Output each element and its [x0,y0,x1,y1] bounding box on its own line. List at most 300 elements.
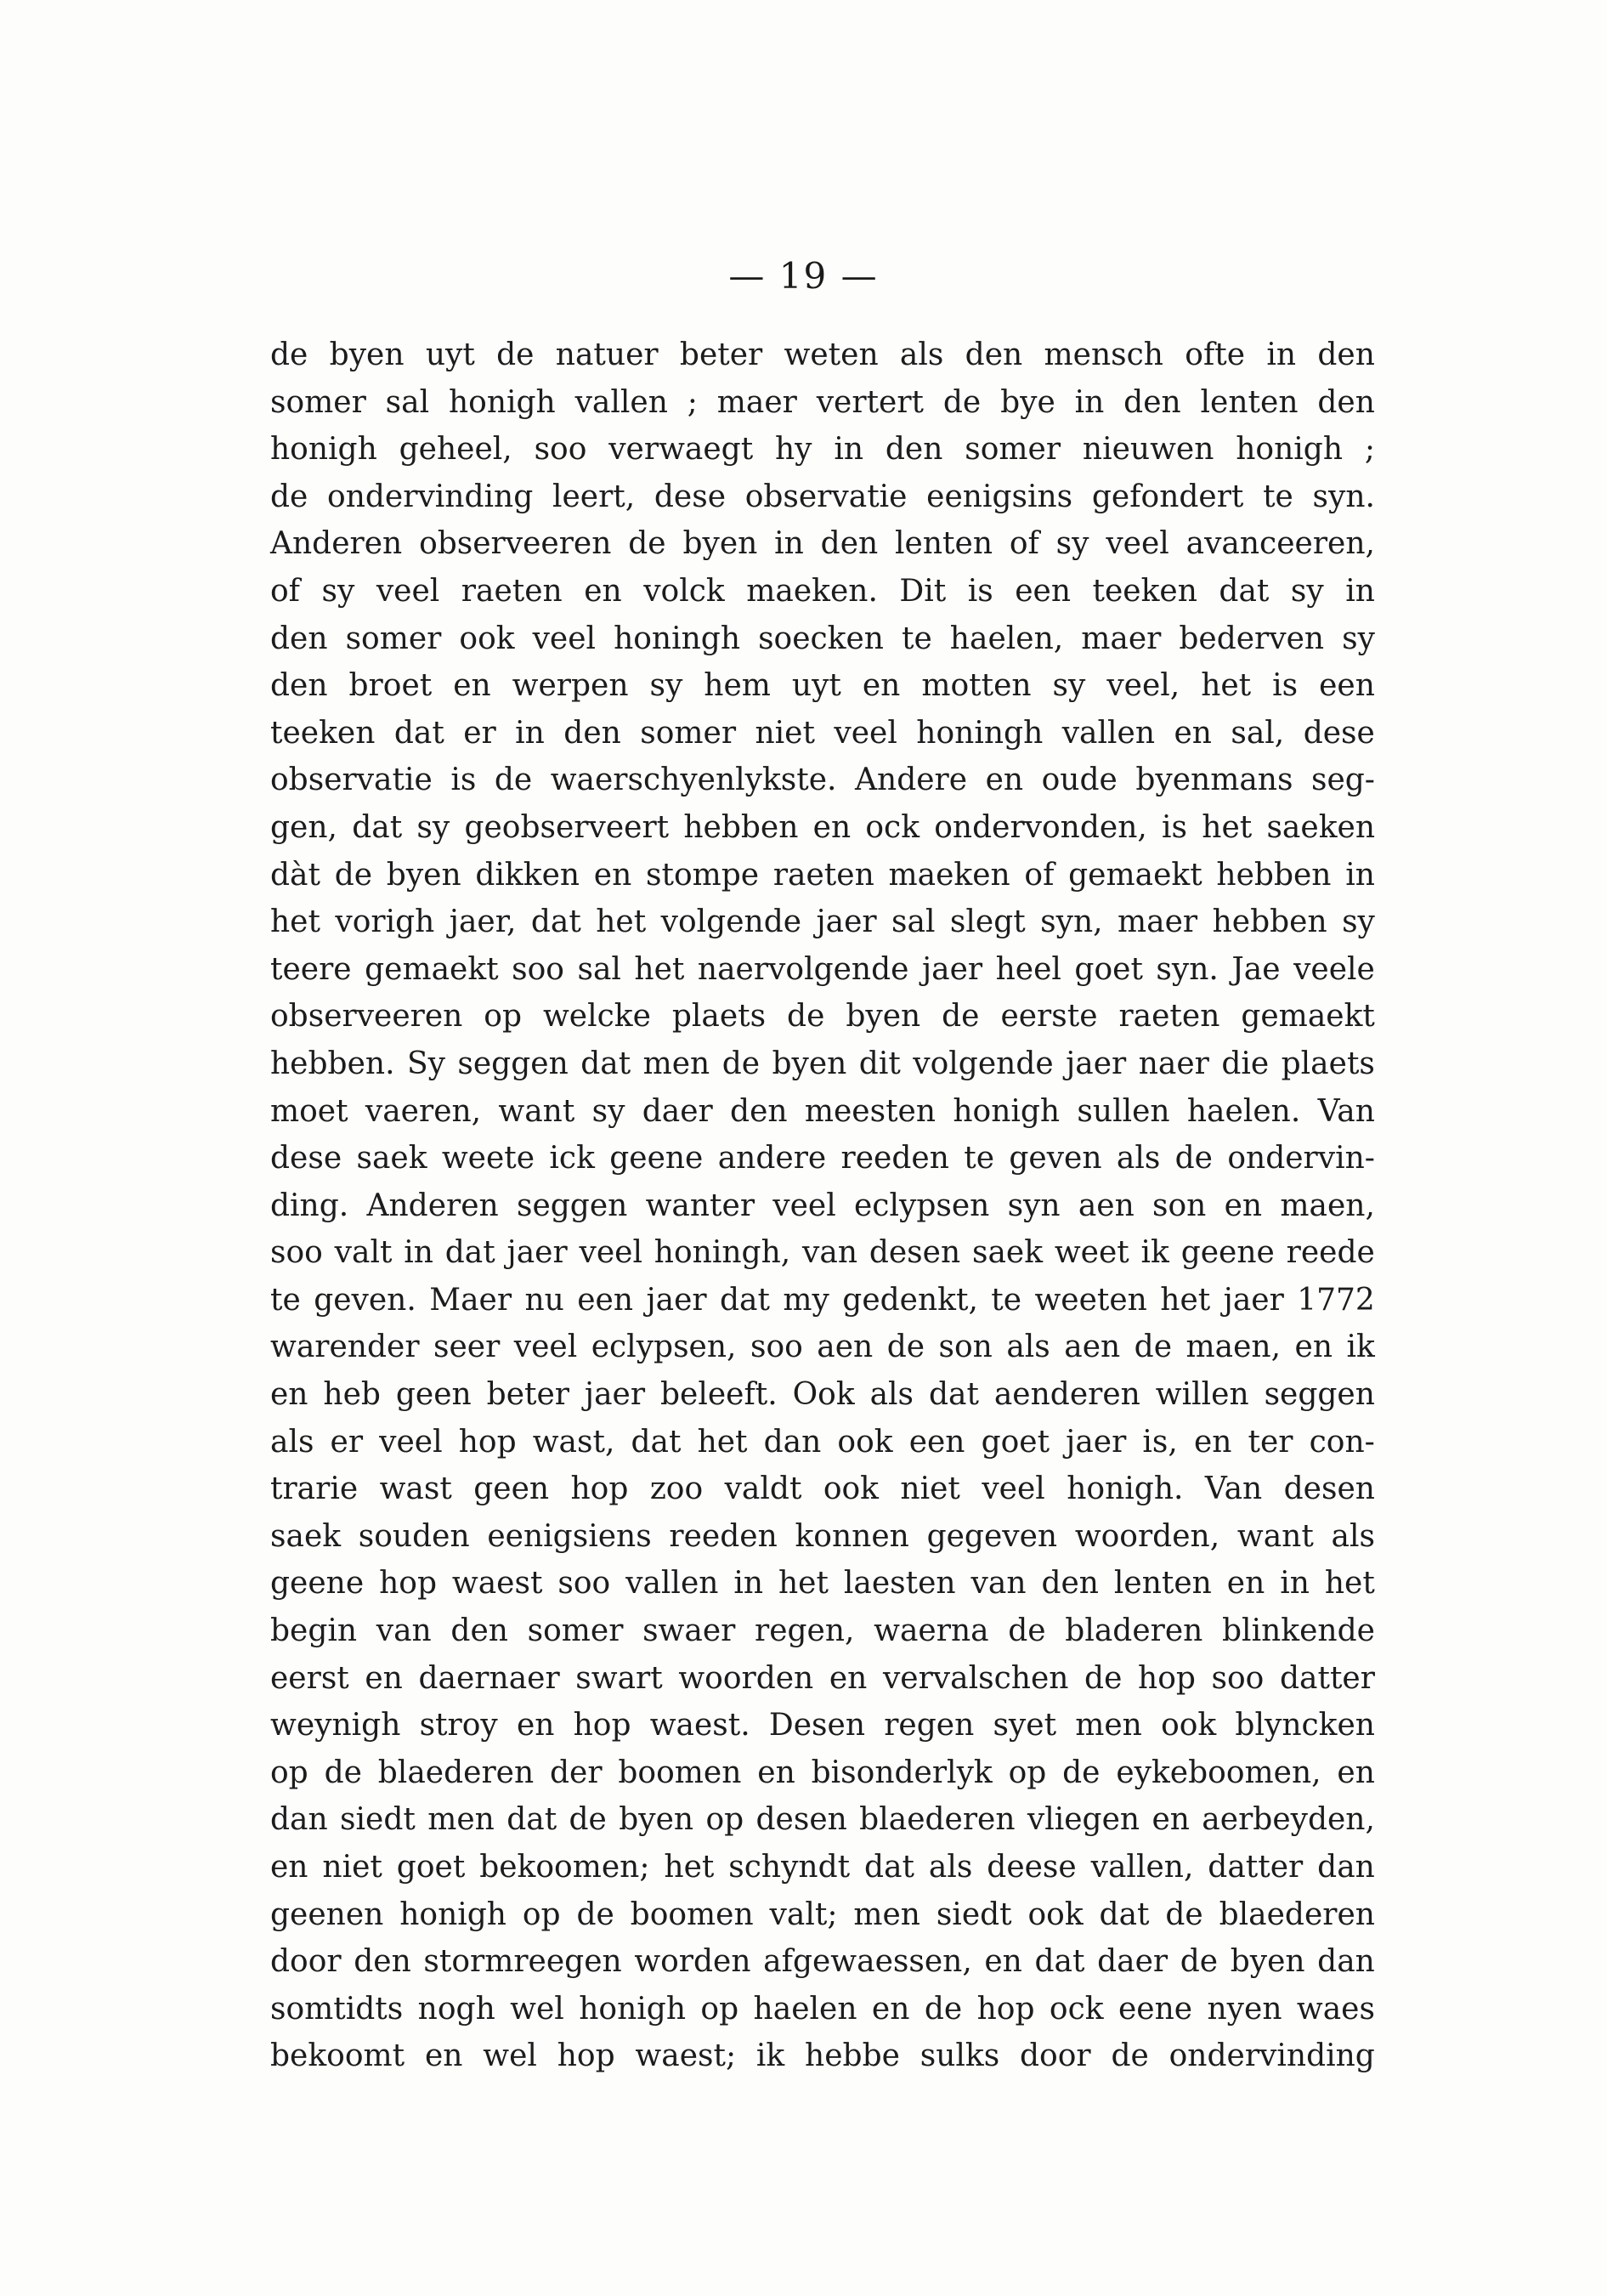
word: als [1331,1518,1375,1554]
word: natuer [555,337,659,372]
text-line [270,1655,1375,1703]
word: honingh [916,715,1044,751]
word: van [802,1235,858,1271]
word: het [596,904,647,940]
word: trarie [270,1471,359,1507]
word: de [1111,2038,1149,2074]
word: saek [971,1235,1044,1271]
word: dat [393,715,444,751]
word: te [964,1141,995,1176]
word: het [697,1424,748,1460]
word: den [563,715,621,751]
word: sullen [1077,1093,1170,1129]
word: naer [1138,1046,1209,1081]
text-line [270,1371,1375,1419]
word: seggen [1264,1377,1375,1413]
word: ock [1049,1991,1104,2027]
word: veel [532,621,597,656]
word: sy [416,809,450,845]
word: aen [1078,1188,1135,1223]
word: maer [1118,904,1198,940]
word: blaederen [377,1755,535,1790]
word: avanceeren, [1185,526,1375,562]
word: honigh [953,1093,1061,1129]
word: haelen. [1186,1093,1301,1129]
word: het [664,1850,715,1885]
word: hebben. [270,1046,395,1081]
word: en [985,762,1024,798]
word: weet [1054,1235,1129,1271]
word: de [1165,1896,1203,1932]
text-line [270,757,1375,804]
word: dat [1099,1896,1150,1932]
word: hebbe [805,2038,900,2074]
word: jaer [646,1282,707,1318]
text-line [270,1135,1375,1182]
word: het [778,1566,829,1602]
word: aen [817,1329,874,1365]
word: Maer [429,1282,512,1318]
word: hebben [1212,904,1327,940]
text-line [270,426,1375,473]
word: stroy [419,1708,498,1743]
word: verwaegt [608,432,754,468]
word: meesten [804,1093,936,1129]
word: desen [1283,1471,1375,1507]
word: sy [321,573,355,609]
word: veel [513,1329,578,1365]
word: maeken [888,857,1010,893]
word: veel [834,715,897,751]
word: hop [573,1708,631,1743]
word: waerschyenlykste. [550,762,837,798]
word: ding. [270,1188,349,1223]
word: de [721,1046,761,1081]
word: heb [323,1377,381,1413]
word: hebben [683,809,799,845]
word: vliegen [1027,1802,1140,1838]
word: ondervinding [327,479,534,514]
word: Anderen [270,526,403,562]
word: woorden [678,1660,814,1696]
word: bekoomen; [479,1850,650,1885]
word: veel [1106,526,1169,562]
word: ondervinding [1168,2038,1375,2074]
word: con- [1309,1424,1375,1460]
word: eene [1118,1991,1193,2027]
word: ook [837,1424,893,1460]
word: hem [704,668,771,704]
word: somer [345,621,442,656]
word: valt; [769,1896,838,1932]
text-line [270,615,1375,663]
word: van [970,1566,1027,1602]
word: maer [716,384,797,420]
word: geene [609,1141,704,1176]
word: dan [1317,1944,1375,1980]
word: wanter [645,1188,755,1223]
word: sy [1052,668,1086,704]
word: de [569,1802,607,1838]
text-line [270,1749,1375,1797]
word: worden [634,1944,751,1980]
word: eykeboomen, [1116,1755,1321,1790]
word: de [886,1329,925,1365]
word: veel [376,573,440,609]
word: byen [682,526,758,562]
word: observeeren [270,999,463,1035]
text-line [270,899,1375,946]
word: een [1319,668,1375,704]
word: byen [846,999,921,1035]
word: hop [570,1471,629,1507]
word: dat [530,904,581,940]
word: de [942,384,982,420]
word: honingh [614,621,741,656]
word: de [576,1896,614,1932]
word: men [642,1046,710,1081]
word: raeten [772,857,874,893]
word: op [270,1755,308,1790]
word: moet [270,1093,348,1129]
word: geen [395,1377,472,1413]
word: eenigsins [926,479,1073,514]
word: een [577,1282,634,1318]
word: en [1151,1802,1190,1838]
word: observeeren [419,526,612,562]
word: in [404,1235,433,1271]
word: waes [1296,1991,1375,2027]
word: soecken [758,621,884,656]
word: geene [1180,1235,1275,1271]
word: den [1317,337,1375,372]
word: bladeren [1065,1613,1203,1649]
word: bisonderlyk [811,1755,993,1790]
word: dat [444,1235,495,1271]
word: bekoomt [270,2038,405,2074]
word: de [270,479,308,514]
word: gefondert [1091,479,1244,514]
word: en [593,857,632,893]
word: de [628,526,666,562]
word: reeden [669,1518,778,1554]
word: de [494,762,533,798]
word: in [1266,337,1297,372]
word: volgende [913,1046,1054,1081]
word: soo [750,1329,803,1365]
word: syn, [1040,904,1103,940]
word: en [453,668,491,704]
word: wast, [532,1424,615,1460]
word: en [424,2038,463,2074]
word: en [270,1377,308,1413]
word: of [1009,526,1039,562]
word: somer [965,432,1061,468]
word: of [270,573,300,609]
word: deese [987,1850,1077,1885]
word: eclypsen, [591,1329,737,1365]
word: het [1324,1566,1375,1602]
word: goet [396,1850,466,1885]
word: den [885,432,943,468]
word: veel [579,1235,642,1271]
word: den [450,1613,508,1649]
word: waerna [874,1613,989,1649]
word: in [733,1566,764,1602]
word: en [584,573,622,609]
word: syn. [1312,479,1375,514]
text-line [270,993,1375,1040]
text-line [270,2032,1375,2080]
word: dat [580,1046,631,1081]
word: broet [348,668,433,704]
text-line [270,852,1375,899]
word: is [450,762,477,798]
word: dan [763,1424,822,1460]
word: wast [379,1471,452,1507]
word: konnen [795,1518,909,1554]
word: woorden, [1074,1518,1220,1554]
word: in [774,526,804,562]
word: jaer [816,904,877,940]
text-line [270,1040,1375,1088]
text-line [270,1938,1375,1986]
word: regen, [755,1613,855,1649]
text-line [270,1702,1375,1749]
word: een [1015,573,1072,609]
word: ook [1161,1708,1217,1743]
word: en [1337,1755,1375,1790]
word: ik [1140,1235,1169,1271]
word: sy [1342,904,1375,940]
text-line [270,1513,1375,1561]
text-line [270,1465,1375,1513]
word: weete [441,1141,535,1176]
word: datter [1208,1850,1304,1885]
word: den [354,1944,411,1980]
word: oude [1041,762,1118,798]
word: eerste [1000,999,1098,1035]
word: ik [755,2038,785,2074]
word: somer [527,1613,624,1649]
word: dat [864,1850,915,1885]
word: sal, [1231,715,1285,751]
word: hop [1138,1660,1196,1696]
word: het [1202,809,1253,845]
word: stormreegen [423,1944,622,1980]
word: warender [270,1329,420,1365]
word: de [1134,1329,1173,1365]
word: somtidts [270,1991,404,2027]
word: ondervin- [1227,1141,1375,1176]
word: mensch [1044,337,1163,372]
word: honingh, [654,1235,791,1271]
page-number: — 19 — [728,255,879,297]
word: weten [784,337,879,372]
word: seggen [457,1046,569,1081]
word: geobserveert [464,809,670,845]
word: geven. [314,1282,416,1318]
word: te [902,621,932,656]
word: maen, [1185,1329,1282,1365]
word: op [484,999,523,1035]
word: den [270,621,328,656]
word: te [270,1282,301,1318]
word: blyncken [1235,1708,1375,1743]
word: jaer [1066,1424,1127,1460]
word: sy [1290,573,1324,609]
word: eenigsiens [487,1518,652,1554]
word: jaer, [449,904,517,940]
word: dese [654,479,727,514]
word: het [634,951,685,987]
word: sy [1342,621,1375,656]
word: in [1345,857,1375,893]
word: ook [1027,1896,1084,1932]
word: waest. [649,1708,750,1743]
word: siedt [340,1802,416,1838]
word: ; [687,384,698,420]
word: de [334,857,373,893]
word: jaer [506,1235,568,1271]
word: ofte [1185,337,1246,372]
word: gedenkt, [842,1282,978,1318]
word: uyt [425,337,475,372]
word: vallen [1061,715,1156,751]
word: de [1180,1944,1219,1980]
word: ock [865,809,920,845]
word: desen [869,1235,961,1271]
word: jaer [921,951,983,987]
word: wel [483,2038,537,2074]
word: son [1152,1188,1207,1223]
word: der [549,1755,603,1790]
word: werpen [512,668,629,704]
word: door [270,1944,342,1980]
word: men [427,1802,495,1838]
word: soo [534,432,587,468]
word: dat [506,1802,557,1838]
word: aenderen [993,1377,1140,1413]
word: dese [1303,715,1375,751]
word: zoo [649,1471,704,1507]
text-line [270,1844,1375,1891]
word: ick [549,1141,595,1176]
word: geheel, [399,432,512,468]
word: en [1174,715,1212,751]
word: veel, [1106,668,1180,704]
word: 1772 [1297,1282,1375,1318]
word: den [270,668,328,704]
word: den [1041,1566,1099,1602]
word: beter [679,337,763,372]
word: en [812,809,852,845]
word: is, [1142,1424,1178,1460]
word: seggen [516,1188,628,1223]
word: door [1020,2038,1091,2074]
word: en [871,1991,910,2027]
text-line [270,710,1375,757]
word: lenten [895,526,993,562]
word: gemaekt [365,951,499,987]
text-line [270,1182,1375,1230]
word: den [730,1093,788,1129]
word: andere [717,1141,827,1176]
word: Van [1204,1471,1263,1507]
word: gemaekt [1241,999,1375,1035]
word: jaer [1066,1046,1127,1081]
word: den [965,337,1023,372]
word: siedt [936,1896,1012,1932]
word: swaer [642,1613,736,1649]
word: Jae [1231,951,1281,987]
word: een [908,1424,965,1460]
word: swart [575,1660,663,1696]
word: son [938,1329,993,1365]
word: byen [619,1802,694,1838]
word: en [270,1850,308,1885]
word: vervalschen [882,1660,1069,1696]
word: honigh [579,1991,687,2027]
word: teeken [270,715,376,751]
word: sal [385,384,430,420]
word: en [365,1660,403,1696]
text-line [270,473,1375,521]
word: souden [358,1518,470,1554]
word: op [700,1991,739,2027]
word: en [1294,1329,1333,1365]
text-line [270,1607,1375,1655]
word: plaets [1281,1046,1375,1081]
word: Desen [768,1708,866,1743]
word: haelen, [949,621,1064,656]
word: soo [1211,1660,1265,1696]
word: sy [1055,526,1089,562]
word: ter [1248,1424,1293,1460]
word: valt [334,1235,393,1271]
word: en [862,668,901,704]
text-line [270,1277,1375,1324]
word: desen [755,1802,847,1838]
word: datter [1279,1660,1375,1696]
word: den [1123,384,1181,420]
word: en [1193,1424,1232,1460]
word: de [1008,1613,1046,1649]
text-line [270,1986,1375,2033]
word: maeken. [746,573,878,609]
word: byenmans [1135,762,1293,798]
word: en [516,1708,555,1743]
word: veel [379,1424,443,1460]
word: dese [270,1141,342,1176]
word: gemaekt [1068,857,1202,893]
word: motten [921,668,1032,704]
word: en [1226,1566,1265,1602]
word: de [1084,1660,1123,1696]
word: daernaer [418,1660,560,1696]
word: vallen [574,384,668,420]
word: want [498,1093,575,1129]
word: dit [858,1046,901,1081]
word: gegeven [926,1518,1058,1554]
text-line [270,1229,1375,1277]
word: en [1224,1188,1263,1223]
word: de [1174,1141,1213,1176]
word: blaederen [1219,1896,1375,1932]
word: geene [270,1566,365,1602]
word: als [270,1424,314,1460]
word: dat [1034,1944,1085,1980]
